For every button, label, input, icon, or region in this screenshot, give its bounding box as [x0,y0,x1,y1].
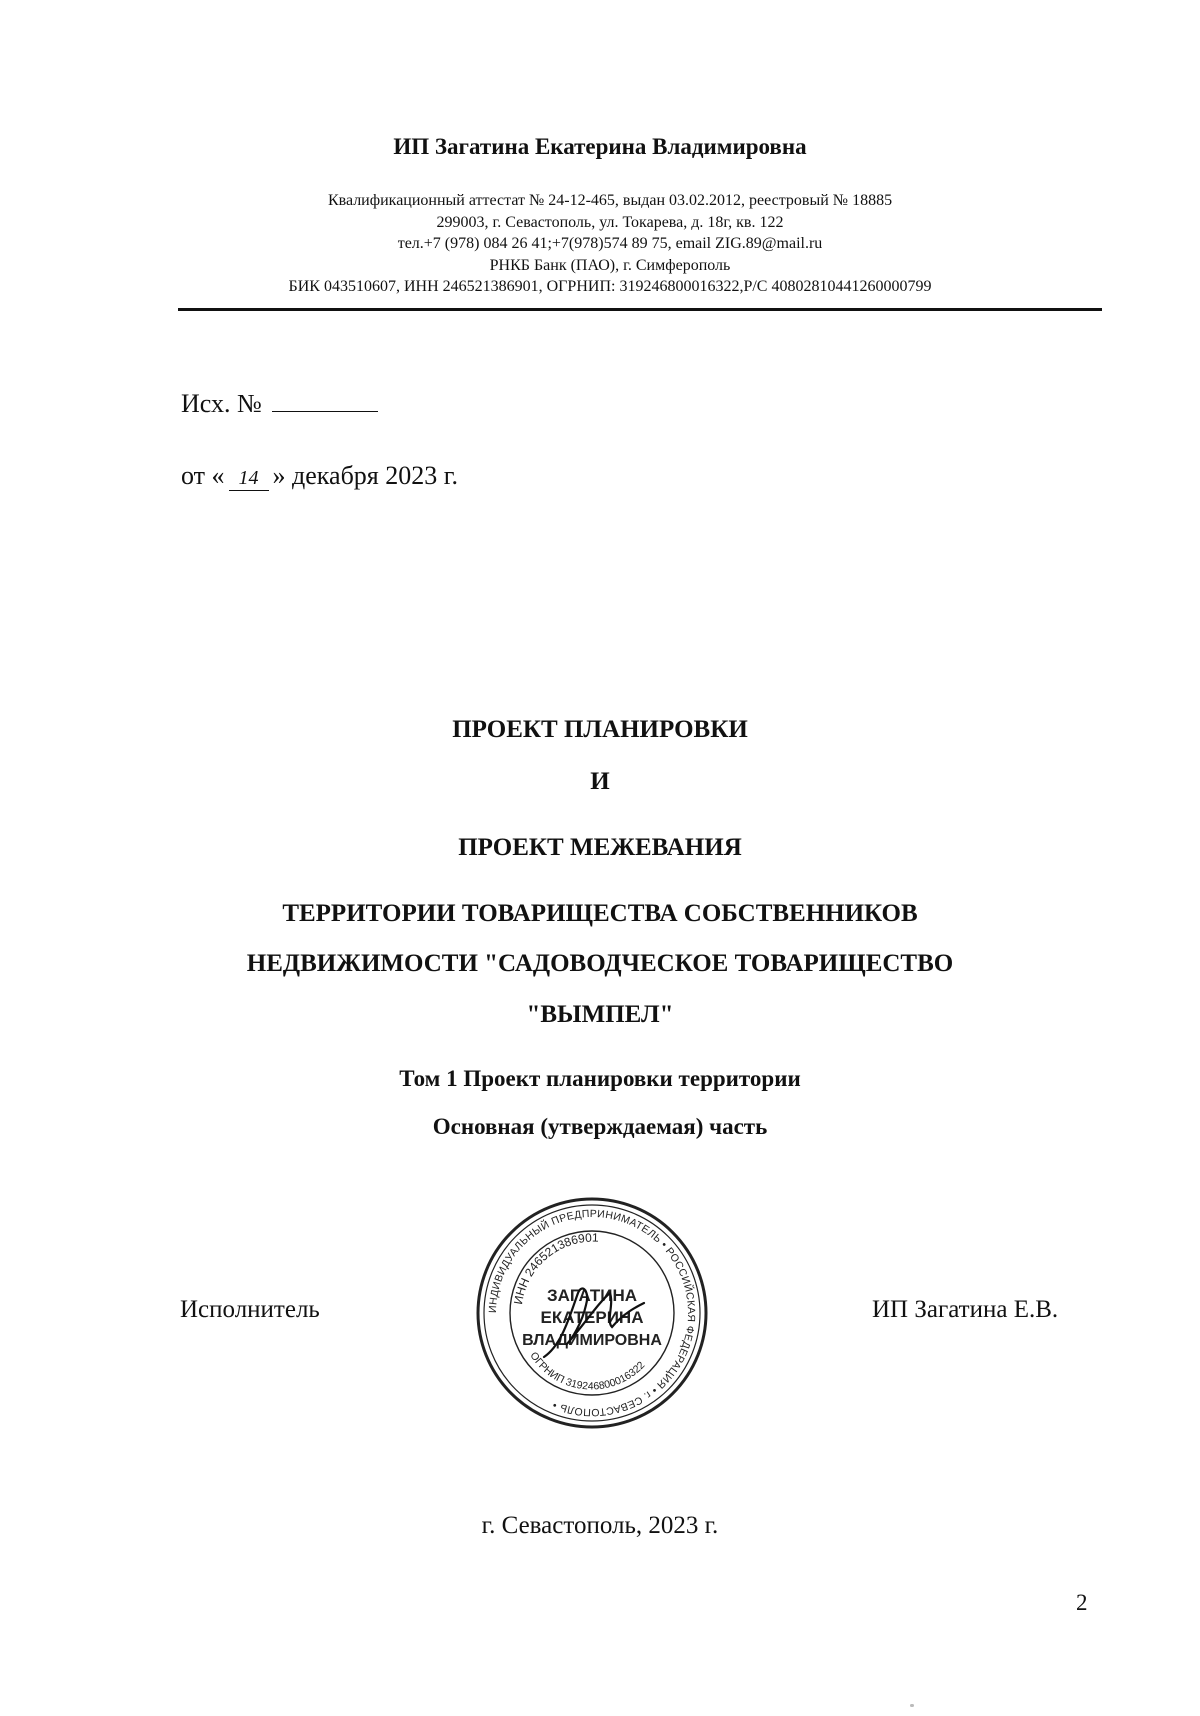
date-prefix: от « [181,461,225,490]
seal-stamp [474,1195,710,1431]
requisites-line: БИК 043510607, ИНН 246521386901, ОГРНИП: 319246800016322,Р/С 40802810441260000799 [288,278,932,295]
contacts-line: тел.+7 (978) 084 26 41;+7(978)574 89 75, email ZIG.89@mail.ru [397,235,823,252]
stamp-line-1: ЗАГАТИНА [546,1286,638,1305]
stamp-line-3: ВЛАДИМИРОВНА [522,1332,662,1349]
title-line-4: ТЕРРИТОРИИ ТОВАРИЩЕСТВА СОБСТВЕННИКОВ [282,900,918,927]
outgoing-number [181,389,378,419]
title-line-5: НЕДВИЖИМОСТИ "САДОВОДЧЕСКОЕ ТОВАРИЩЕСТВО [246,950,954,977]
company-details [180,190,1040,298]
company-name: ИП Загатина Екатерина Владимировна [393,134,807,159]
stamp-inn: ИНН 246521386901 [511,1230,599,1306]
title-line-6: "ВЫМПЕЛ" [526,1001,674,1028]
stamp-outer-text: ИНДИВИДУАЛЬНЫЙ ПРЕДПРИНИМАТЕЛЬ • РОССИЙСКАЯ ФЕДЕРАЦИЯ • г. СЕВАСТОПОЛЬ • [486,1207,698,1419]
address-line: 299003, г. Севастополь, ул. Токарева, д. 18г, кв. 122 [436,213,784,231]
header-divider [178,308,1102,311]
volume-title: Том 1 Проект планировки территории [399,1066,801,1091]
title-line-3: ПРОЕКТ МЕЖЕВАНИЯ [458,834,742,861]
city-year: г. Севастополь, 2023 г. [481,1512,719,1539]
date-suffix: » декабря 2023 г. [272,461,458,490]
outgoing-number-label: Исх. № [181,389,262,418]
executor-name: ИП Загатина Е.В. [872,1296,1059,1323]
stamp-ogrnip: ОГРНИП 319246800016322 [527,1349,648,1393]
bank-line: РНКБ Банк (ПАО), г. Симферополь [489,256,731,274]
executor-label: Исполнитель [180,1296,320,1323]
outgoing-date [181,461,458,491]
scan-artifact [910,1704,914,1707]
stamp-line-2: ЕКАТЕРИНА [540,1308,644,1327]
title-line-1: ПРОЕКТ ПЛАНИРОВКИ [452,716,748,743]
title-line-2: И [590,768,610,795]
part-title: Основная (утверждаемая) часть [432,1114,768,1139]
certificate-line: Квалификационный аттестат № 24-12-465, выдан 03.02.2012, реестровый № 18885 [327,192,893,209]
page-number: 2 [1076,1590,1088,1615]
date-day-handwritten: 14 [229,468,269,491]
outgoing-number-blank [272,389,378,412]
